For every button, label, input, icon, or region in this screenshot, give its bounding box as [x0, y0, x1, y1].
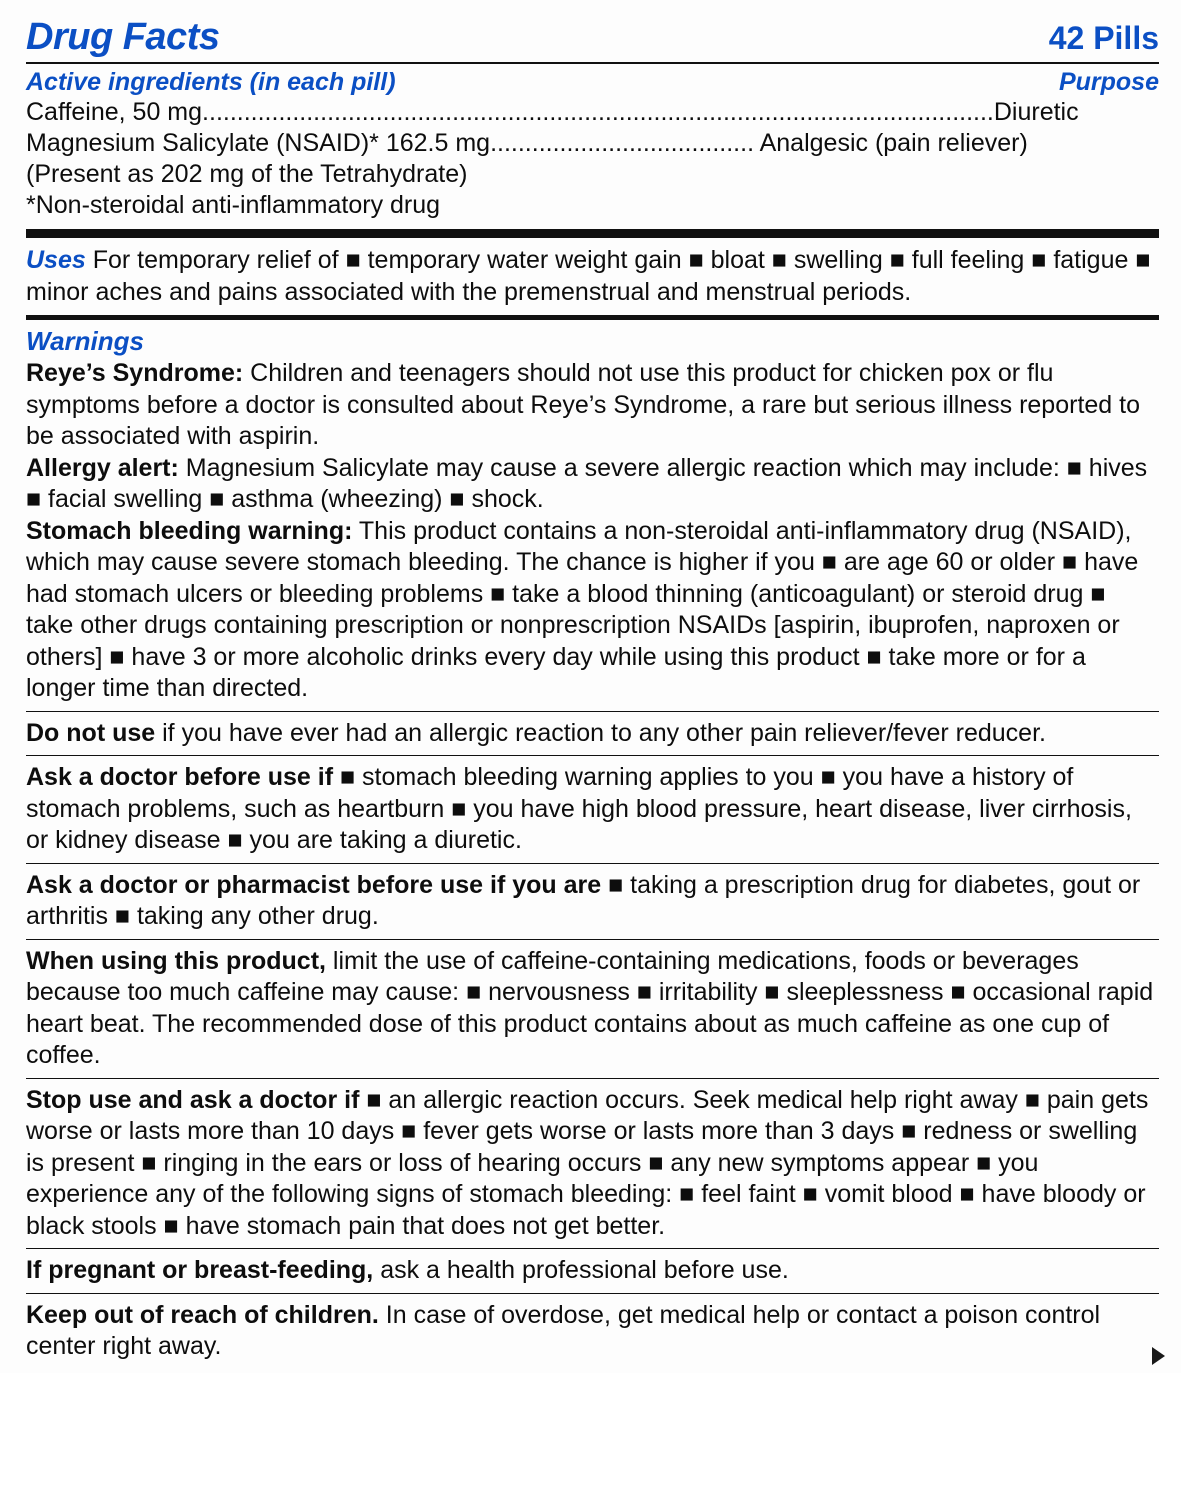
- section-label: Ask a doctor before use if: [26, 763, 334, 791]
- ingredient-row: [26, 97, 1159, 128]
- divider-pregnant: [26, 1248, 1159, 1249]
- continuation-arrow-icon: [1152, 1347, 1165, 1365]
- section-label: Keep out of reach of children.: [26, 1300, 379, 1329]
- ingredient-footnote: *Non-steroidal anti-inflammatory drug: [26, 191, 441, 219]
- section-do-not-use: [26, 718, 1159, 750]
- uses-label: Uses: [26, 246, 86, 274]
- section-label: Ask a doctor or pharmacist before use if you are: [26, 870, 602, 899]
- warning-label: Reye’s Syndrome:: [26, 359, 244, 387]
- section-text: ask a health professional before use.: [373, 1256, 789, 1284]
- ingredient-note: (Present as 202 mg of the Tetrahydrate): [26, 160, 468, 188]
- divider-ask-pharmacist: [26, 863, 1159, 864]
- warning-stomach-bleeding: [26, 516, 1159, 705]
- section-ask-a-doctor: [26, 762, 1159, 857]
- uses-text: For temporary relief of ■ temporary water weight gain ■ bloat ■ swelling ■ full feeling ■ fatigue ■ minor aches and pains associated with the premenstrual and menstrual periods.: [26, 246, 1151, 306]
- section-when-using-this-product: [26, 946, 1159, 1072]
- divider-under-title: [26, 62, 1159, 64]
- ingredient-purpose: Analgesic (pain reliever): [754, 129, 1028, 157]
- section-if-pregnant-or-breast-feeding: [26, 1255, 1159, 1287]
- leader-dots: ..................................................................................................................: [202, 98, 994, 126]
- section-text: ■ an allergic reaction occurs. Seek medical help right away ■ pain gets worse or lasts more than 10 days ■ fever gets worse or lasts more than 3 days ■ redness or swelling is present ■ ringing in the ears or loss of hearing occurs ■ any new symptoms appear ■ you experience any of the following signs of stomach bleeding: ■ feel faint ■ vomit blood ■ have bloody or black stools ■ have stomach pain that does not get better.: [26, 1085, 1149, 1240]
- active-ingredients-heading: Active ingredients (in each pill): [26, 68, 396, 96]
- pill-count-badge: 42 Pills: [1048, 20, 1159, 56]
- warning-text: This product contains a non-steroidal anti-inflammatory drug (NSAID), which may cause severe stomach bleeding. The chance is higher if you ■ are age 60 or older ■ have had stomach ulcers or bleeding problems ■ take a blood thinning (anticoagulant) or steroid drug ■ take other drugs containing prescription or nonprescription NSAIDs [aspirin, ibuprofen, naproxen or others] ■ have 3 or more alcoholic drinks every day while using this product ■ take more or for a longer time than directed.: [26, 516, 1139, 702]
- divider-stop-use: [26, 1078, 1159, 1079]
- section-label: Do not use: [26, 718, 156, 747]
- divider-thick-uses: [26, 229, 1159, 238]
- label-header: [26, 18, 1159, 56]
- leader-dots: ......................................: [490, 129, 755, 157]
- active-ingredients-header: [26, 68, 1159, 97]
- section-text: if you have ever had an allergic reaction to any other pain reliever/fever reducer.: [155, 718, 1046, 747]
- divider-do-not-use: [26, 711, 1159, 712]
- warning-text: Magnesium Salicylate may cause a severe allergic reaction which may include: ■ hives ■ facial swelling ■ asthma (wheezing) ■ shock.: [26, 453, 1148, 513]
- section-keep-out-of-reach-of-children: [26, 1300, 1159, 1363]
- section-stop-use-and-ask-a-doctor: [26, 1085, 1159, 1243]
- section-text: In case of overdose, get medical help or contact a poison control center right away.: [26, 1300, 1101, 1360]
- divider-warnings: [26, 315, 1159, 320]
- section-label: When using this product,: [26, 946, 326, 975]
- uses-section: [26, 245, 1159, 308]
- purpose-heading: Purpose: [1058, 68, 1159, 96]
- ingredient-name: Caffeine, 50 mg: [26, 98, 203, 126]
- divider-keep-out-of-reach: [26, 1293, 1159, 1294]
- page-title: Drug Facts: [26, 16, 220, 58]
- section-label: If pregnant or breast-feeding,: [26, 1256, 374, 1284]
- warning-label: Allergy alert:: [26, 453, 179, 482]
- section-text: limit the use of caffeine-containing medications, foods or beverages because too much caffeine may cause: ■ nervousness ■ irritability ■ sleeplessness ■ occasional rapid heart beat. The recommended dose of this product contains about as much caffeine as one cup of coffee.: [26, 946, 1154, 1069]
- ingredient-purpose: Diuretic: [993, 98, 1079, 126]
- warning-allergy-alert: [26, 453, 1159, 516]
- section-ask-doctor-or-pharmacist: [26, 870, 1159, 933]
- warning-text: Children and teenagers should not use this product for chicken pox or flu symptoms before a doctor is consulted about Reye’s Syndrome, a rare but serious illness reported to be associated with aspirin.: [26, 359, 1140, 450]
- section-text: ■ stomach bleeding warning applies to you ■ you have a history of stomach problems, such as heartburn ■ you have high blood pressure, heart disease, liver cirrhosis, or kidney disease ■ you are taking a diuretic.: [26, 763, 1132, 854]
- section-text: ■ taking a prescription drug for diabetes, gout or arthritis ■ taking any other drug.: [26, 870, 1141, 930]
- warnings-title: Warnings: [26, 326, 144, 356]
- warning-label: Stomach bleeding warning:: [26, 516, 353, 545]
- ingredient-row: [26, 128, 1159, 159]
- ingredient-name: Magnesium Salicylate (NSAID)* 162.5 mg: [26, 129, 491, 157]
- section-label: Stop use and ask a doctor if: [26, 1085, 360, 1114]
- warning-reyes-syndrome: [26, 358, 1159, 453]
- divider-ask-doctor: [26, 755, 1159, 756]
- divider-when-using: [26, 939, 1159, 940]
